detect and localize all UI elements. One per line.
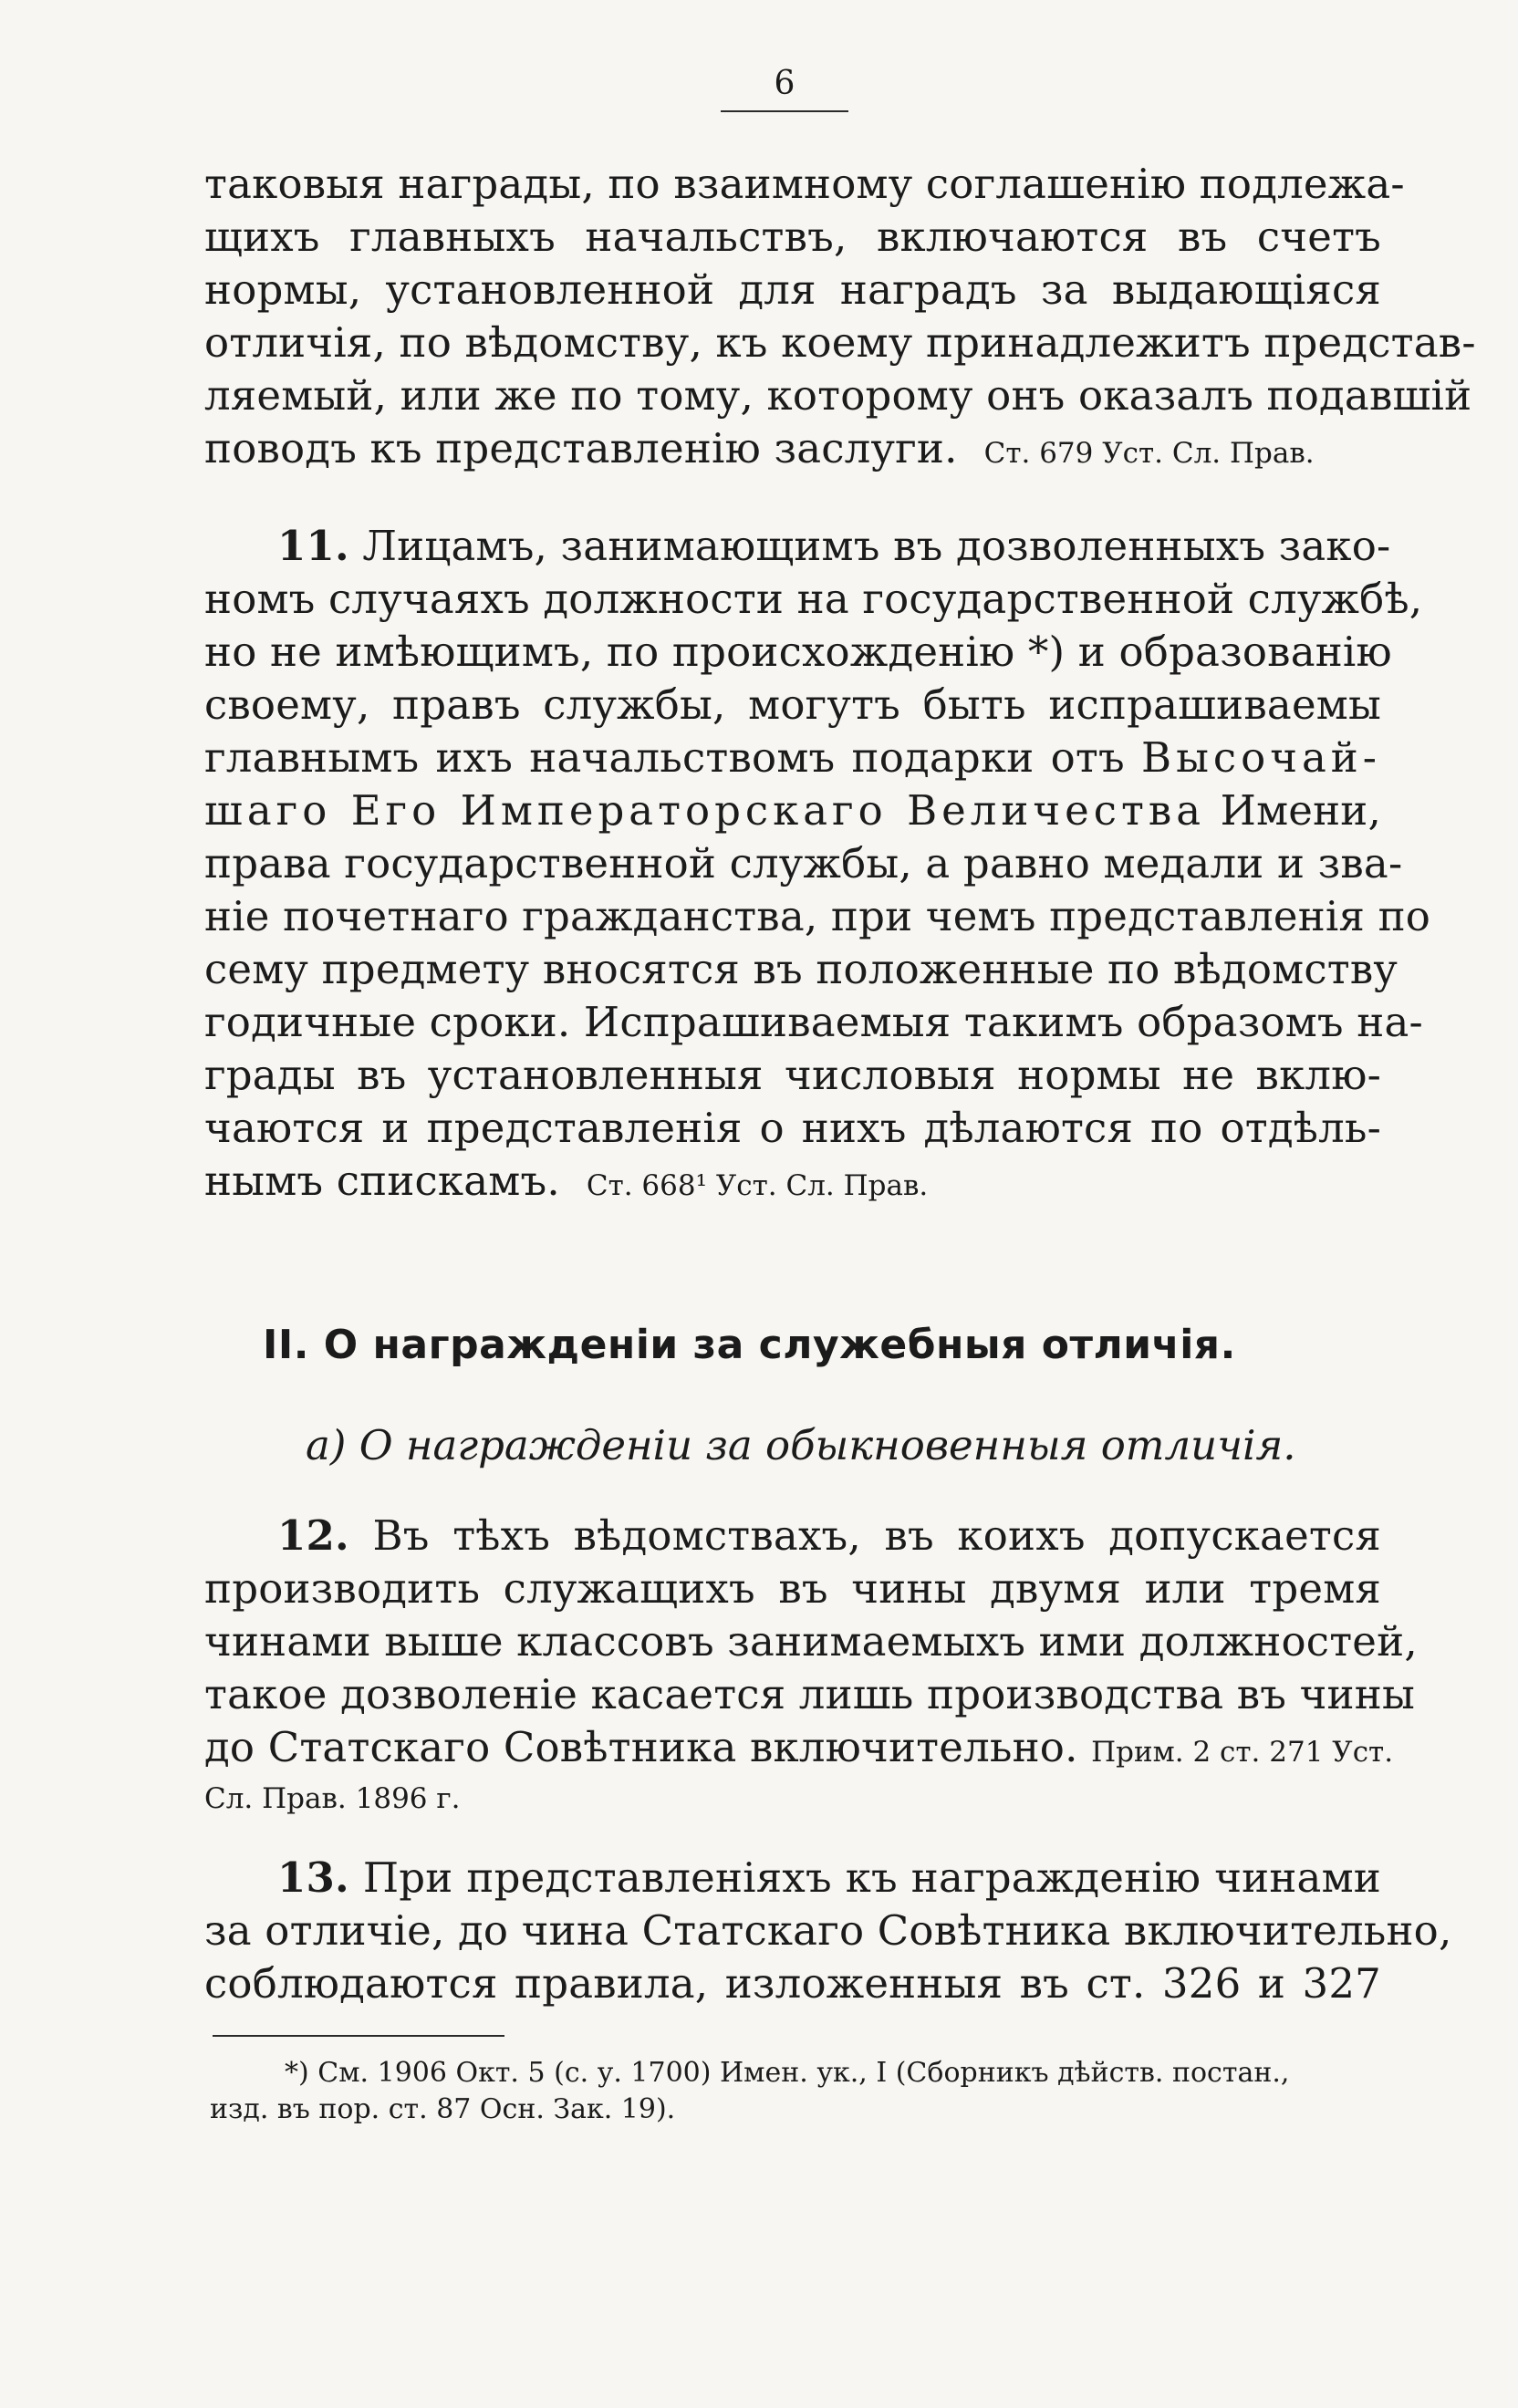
text-line: за отличіе, до чина Статскаго Совѣтника включительно, [204, 1906, 1452, 1955]
text-line-with-reference [204, 1721, 1394, 1774]
text-fragment: Лицамъ, занимающимъ въ дозволенныхъ зако- [362, 522, 1391, 570]
text-fragment: Имени, [1220, 786, 1381, 835]
text-line-with-reference [204, 1155, 1381, 1208]
footnote-line: изд. въ пор. ст. 87 Осн. Зак. 19). [210, 2093, 676, 2125]
text-line: такое дозволеніе касается лишь производства въ чины [204, 1670, 1415, 1718]
text-line: ляемый, или же по тому, которому онъ оказалъ подавшій [204, 371, 1472, 420]
footnote [210, 2055, 1378, 2128]
text-line: чинами выше классовъ занимаемыхъ ими должностей, [204, 1617, 1418, 1666]
law-reference: Ст. 668¹ Уст. Сл. Прав. [586, 1169, 929, 1202]
text-fragment: до Статскаго Совѣтника включительно. [204, 1723, 1078, 1771]
subsection-heading: а) О награжденіи за обыкновенныя отличія. [306, 1421, 1296, 1469]
text-line: чаются и представленія о нихъ дѣлаются по отдѣль- [204, 1104, 1381, 1152]
footnote-rule [213, 2035, 504, 2037]
law-reference: Ст. 679 Уст. Сл. Прав. [983, 437, 1315, 470]
paragraph-first-line [204, 1510, 1381, 1562]
text-line: годичные сроки. Испрашиваемыя такимъ образомъ на- [204, 998, 1423, 1046]
footnote-line: *) См. 1906 Окт. 5 (с. у. 1700) Имен. ук., I (Сборникъ дѣйств. постан., [285, 2057, 1290, 2089]
spaced-text: Высочай- [1141, 733, 1381, 782]
text-line: грады въ установленныя числовыя нормы не вклю- [204, 1051, 1381, 1099]
paragraph-12 [204, 1510, 1418, 1820]
paragraph-13 [204, 1852, 1452, 2010]
paragraph-number: 12. [277, 1511, 349, 1560]
section-heading: II. О награжденіи за служебныя отличія. [263, 1322, 1236, 1368]
text-fragment: Въ тѣхъ вѣдомствахъ, въ коихъ допускается [372, 1511, 1381, 1560]
text-line: производить служащихъ въ чины двумя или тремя [204, 1564, 1381, 1613]
paragraph-number: 13. [277, 1853, 349, 1902]
text-line: но не имѣющимъ, по происхожденію *) и образованію [204, 628, 1392, 676]
text-line: номъ случаяхъ должности на государственной службѣ, [204, 575, 1423, 623]
page-number-rule [721, 110, 848, 112]
text-line: соблюдаются правила, изложенныя въ ст. 326 и 327 [204, 1959, 1381, 2008]
text-line-with-spaced [204, 732, 1381, 784]
page-number: 6 [774, 65, 795, 102]
text-line: отличія, по вѣдомству, къ коему принадлежитъ представ- [204, 318, 1476, 367]
paragraph-number: 11. [277, 522, 349, 570]
text-fragment: поводъ къ представленію заслуги. [204, 424, 958, 472]
text-line: нормы, установленной для наградъ за выдающіяся [204, 265, 1381, 314]
text-line: щихъ главныхъ начальствъ, включаются въ счетъ [204, 213, 1381, 261]
text-fragment: При представленіяхъ къ награжденію чинами [362, 1853, 1381, 1902]
paragraph-first-line [204, 1852, 1381, 1905]
text-line: сему предмету вносятся въ положенные по вѣдомству [204, 945, 1398, 993]
paragraph-first-line [204, 520, 1391, 573]
text-fragment: главнымъ ихъ начальствомъ подарки отъ [204, 733, 1125, 782]
spaced-text: шаго Его Императорскаго Величества [204, 786, 1206, 835]
continuation-paragraph [204, 158, 1476, 475]
text-line-with-spaced [204, 784, 1381, 837]
law-reference: Прим. 2 ст. 271 Уст. [1091, 1736, 1394, 1769]
text-line: своему, правъ службы, могутъ быть испрашиваемы [204, 680, 1381, 729]
text-line-with-reference [204, 422, 1381, 475]
text-line-reference [204, 1774, 1381, 1820]
text-line: ніе почетнаго гражданства, при чемъ представленія по [204, 892, 1431, 940]
law-reference: Сл. Прав. 1896 г. [204, 1782, 461, 1815]
text-fragment: нымъ спискамъ. [204, 1157, 560, 1205]
text-line: таковыя награды, по взаимному соглашенію подлежа- [204, 160, 1405, 208]
text-line: права государственной службы, а равно медали и зва- [204, 839, 1403, 887]
paragraph-11 [204, 520, 1431, 1208]
